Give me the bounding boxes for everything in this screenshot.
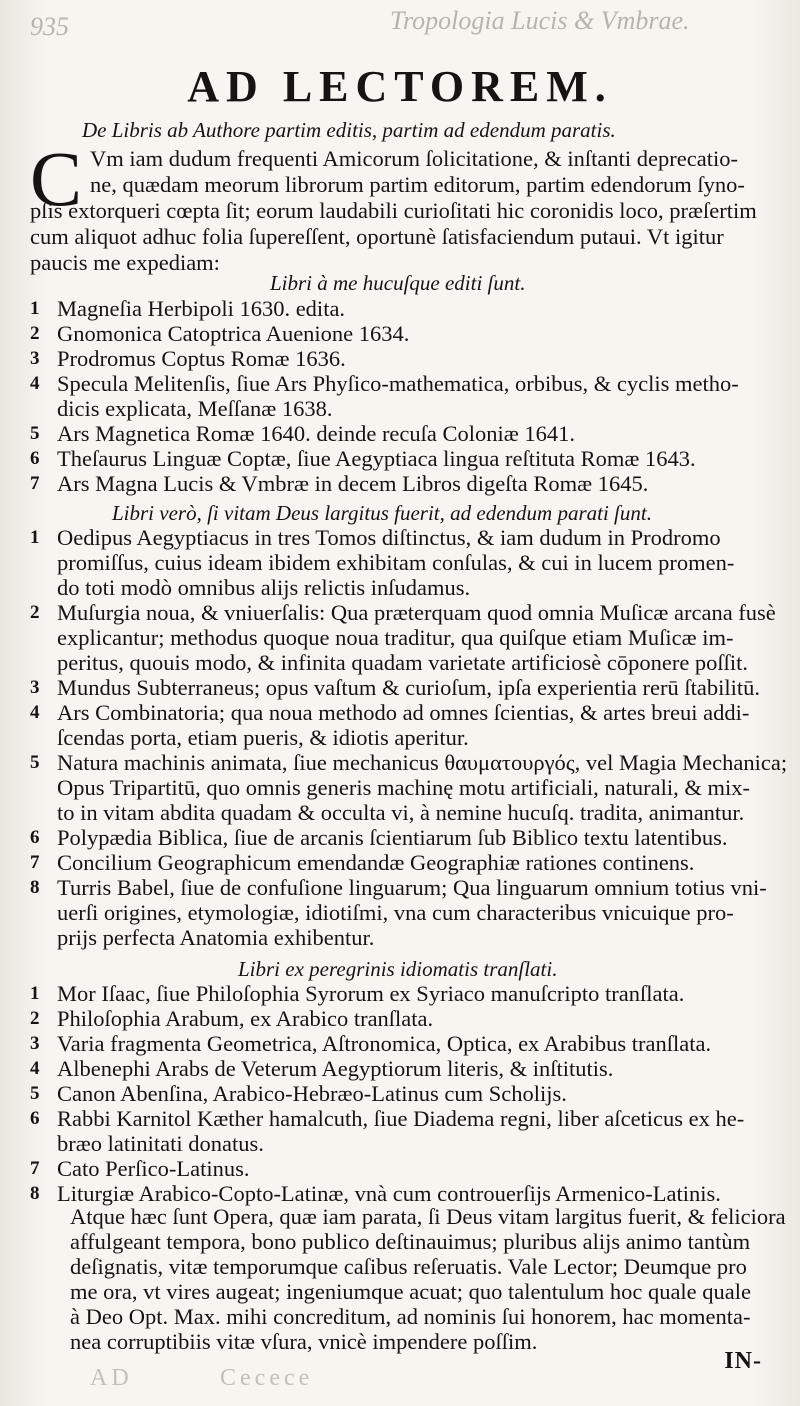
item-number: 1 — [30, 527, 40, 548]
item-number: 6 — [30, 448, 40, 469]
item-line: prijs perfecta Anatomia exhibentur. — [57, 925, 375, 950]
item-text — [57, 371, 739, 421]
bleed-through-left: AD — [90, 1365, 133, 1391]
intro-paragraph — [30, 135, 770, 276]
item-text — [57, 1031, 711, 1056]
book-list-item — [30, 675, 785, 700]
book-list-item — [30, 1031, 785, 1056]
item-text — [57, 1056, 613, 1081]
item-line: promiſſus, cuius ideam ibidem exhibitam conſulas, & cui in lucem promen- — [57, 550, 735, 575]
item-text — [57, 471, 648, 496]
book-list-item — [30, 750, 788, 825]
item-line: Theſaurus Linguæ Coptæ, ſiue Aegyptiaca lingua reſtituta Romæ 1643. — [57, 446, 696, 471]
item-line: Oedipus Aegyptiacus in tres Tomos diſtinctus, & iam dudum in Prodromo — [57, 525, 721, 550]
item-text — [57, 346, 346, 371]
intro-line: cum aliquot adhuc folia ſupereſſent, oportunè ſatisfaciendum putaui. Vt igitur — [30, 224, 724, 249]
page-subtitle: De Libris ab Authore partim editis, partim ad edendum paratis. — [82, 118, 616, 142]
item-text — [57, 296, 345, 321]
section-heading-edited: Libri à me hucuſque editi ſunt. — [270, 271, 526, 295]
book-list-item — [30, 421, 785, 446]
catchword: IN- — [724, 1348, 762, 1374]
item-text — [57, 981, 684, 1006]
page-number: 935 — [30, 12, 69, 41]
item-text — [57, 421, 575, 446]
section-heading-translated: Libri ex peregrinis idiomatis tranſlati. — [238, 957, 558, 981]
intro-line: paucis me expediam: — [30, 250, 220, 275]
item-line: Opus Tripartitū, quo omnis generis machinę motu artificiali, naturali, & mix- — [57, 775, 751, 800]
item-line: Natura machinis animata, ſiue mechanicus θαυματουργός, vel Magia Mechanica; — [57, 750, 788, 775]
item-line: Specula Melitenſis, ſiue Ars Phyſico-mathematica, orbibus, & cyclis metho- — [57, 371, 739, 396]
item-line: Mor Iſaac, ſiue Philoſophia Syrorum ex Syriaco manuſcripto tranſlata. — [57, 981, 685, 1006]
book-list-item — [30, 1181, 785, 1206]
closing-line: Atque hæc ſunt Opera, quæ iam parata, ſi Deus vitam largitus fuerit, & feliciora — [70, 1204, 786, 1229]
item-line: Albenephi Arabs de Veterum Aegyptiorum literis, & inſtitutis. — [57, 1056, 614, 1081]
running-title: Tropologia Lucis & Vmbrae. — [390, 6, 690, 35]
item-line: Rabbi Karnitol Kæther hamalcuth, ſiue Diadema regni, liber aſceticus ex he- — [57, 1106, 745, 1131]
book-list-item — [30, 1081, 785, 1106]
item-number: 7 — [30, 852, 40, 873]
item-number: 3 — [30, 348, 40, 369]
item-number: 8 — [30, 1183, 40, 1204]
book-list-item — [30, 825, 785, 850]
item-line: Ars Magnetica Romæ 1640. deinde recuſa Coloniæ 1641. — [57, 421, 576, 446]
item-number: 2 — [30, 602, 40, 623]
item-number: 5 — [30, 1083, 40, 1104]
item-number: 1 — [30, 983, 40, 1004]
item-line: Magneſia Herbipoli 1630. edita. — [57, 296, 346, 321]
item-number: 1 — [30, 298, 40, 319]
closing-line: me ora, vt vires augeat; ingeniumque acuat; quo talentulum hoc quale quale — [70, 1279, 752, 1304]
item-number: 6 — [30, 827, 40, 848]
item-line: ſcendas porta, etiam pueris, & idiotis aperitur. — [57, 725, 469, 750]
item-line: Gnomonica Catoptrica Auenione 1634. — [57, 321, 410, 346]
item-text — [57, 1106, 744, 1156]
item-line: Canon Abenſina, Arabico-Hebræo-Latinus cum Scholijs. — [57, 1081, 567, 1106]
item-text — [57, 700, 749, 750]
book-list-item — [30, 1106, 785, 1156]
book-list-item — [30, 371, 785, 421]
book-list-item — [30, 471, 785, 496]
book-list-item — [30, 1056, 785, 1081]
item-line: to in vitam abdita quadam & occulta vi, à nemine hucuſq. tradita, animantur. — [57, 800, 745, 825]
item-number: 7 — [30, 1158, 40, 1179]
bleed-through-right: Cecece — [220, 1365, 314, 1391]
intro-line: pſis extorqueri cœpta ſit; eorum laudabili curioſitati hic coronidis loco, præſertim — [30, 198, 757, 223]
intro-line: Vm iam dudum frequenti Amicorum ſolicitatione, & inſtanti deprecatio- — [90, 146, 738, 171]
item-line: uerſi origines, etymologiæ, idiotiſmi, vna cum characteribus vnicuique pro- — [57, 900, 734, 925]
item-text — [57, 600, 776, 675]
item-text — [57, 1081, 567, 1106]
book-list-item — [30, 296, 785, 321]
item-line: Muſurgia noua, & vniuerſalis: Qua præterquam quod omnia Muſicæ arcana fusè — [57, 600, 776, 625]
closing-line: nea corruptibiis vitæ vſura, vnicè impendere poſſim. — [70, 1329, 538, 1354]
edited-books-list — [30, 296, 785, 496]
item-line: bræo latinitati donatus. — [57, 1131, 264, 1156]
item-number: 5 — [30, 752, 40, 773]
item-number: 2 — [30, 323, 40, 344]
drop-cap: C — [30, 135, 83, 222]
book-list-item — [30, 346, 785, 371]
item-text — [57, 321, 409, 346]
item-line: Ars Combinatoria; qua noua methodo ad omnes ſcientias, & artes breui addi- — [57, 700, 750, 725]
item-number: 3 — [30, 1033, 40, 1054]
item-text — [57, 1181, 721, 1206]
item-text — [57, 825, 728, 850]
book-list-item — [30, 981, 785, 1006]
item-line: Concilium Geographicum emendandæ Geographiæ rationes continens. — [57, 850, 695, 875]
book-list-item — [30, 700, 785, 750]
bleed-through-text — [90, 1365, 314, 1392]
item-number: 4 — [30, 702, 40, 723]
item-line: Mundus Subterraneus; opus vaſtum & curioſum, ipſa experientia rerū ſtabilitū. — [57, 675, 760, 700]
item-line: peritus, quouis modo, & infinita quadam varietate artificiosè cōponere poſſit. — [57, 650, 749, 675]
item-line: do toti modò omnibus alijs relictis inſudamus. — [57, 575, 471, 600]
item-number: 3 — [30, 677, 40, 698]
section-heading-ready: Libri verò, ſi vitam Deus largitus fuerit, ad edendum parati ſunt. — [112, 501, 652, 525]
closing-line: à Deo Opt. Max. mihi concreditum, ad nominis ſui honorem, hac momenta- — [70, 1304, 751, 1329]
item-text — [57, 525, 734, 600]
running-head-bleed — [30, 4, 790, 44]
item-text — [57, 850, 694, 875]
book-list-item — [30, 446, 785, 471]
book-list-item — [30, 875, 785, 950]
item-line: Turris Babel, ſiue de confuſione linguarum; Qua linguarum omnium totius vni- — [57, 875, 767, 900]
book-list-item — [30, 1156, 785, 1181]
item-line: Varia fragmenta Geometrica, Aſtronomica, Optica, ex Arabibus tranſlata. — [57, 1031, 712, 1056]
item-text — [57, 1156, 249, 1181]
item-number: 6 — [30, 1108, 40, 1129]
item-line: Polypædia Biblica, ſiue de arcanis ſcientiarum ſub Biblico textu latentibus. — [57, 825, 728, 850]
ready-books-list — [30, 525, 788, 950]
item-text — [57, 446, 696, 471]
book-list-item — [30, 600, 785, 675]
item-number: 2 — [30, 1008, 40, 1029]
item-text — [57, 675, 760, 700]
item-text — [57, 750, 787, 825]
item-line: Ars Magna Lucis & Vmbræ in decem Libros digeſta Romæ 1645. — [57, 471, 649, 496]
item-number: 8 — [30, 877, 40, 898]
book-list-item — [30, 1006, 785, 1031]
book-list-item — [30, 321, 785, 346]
closing-line: deſignatis, vitæ temporumque caſibus reſeruatis. Vale Lector; Deumque pro — [70, 1254, 747, 1279]
item-line: Prodromus Coptus Romæ 1636. — [57, 346, 346, 371]
item-number: 4 — [30, 1058, 40, 1079]
book-list-item — [30, 850, 785, 875]
item-text — [57, 1006, 433, 1031]
item-number: 4 — [30, 373, 40, 394]
item-number: 7 — [30, 473, 40, 494]
intro-line: ne, quædam meorum librorum partim editorum, partim edendorum ſyno- — [90, 172, 745, 197]
item-line: explicantur; methodus quoque noua traditur, qua quiſque etiam Muſicæ im- — [57, 625, 734, 650]
item-line: Liturgiæ Arabico-Copto-Latinæ, vnà cum controuerſijs Armenico-Latinis. — [57, 1181, 721, 1206]
closing-paragraph — [70, 1204, 785, 1354]
translated-books-list — [30, 981, 785, 1206]
page-title: AD LECTOREM. — [187, 62, 613, 111]
item-line: dicis explicata, Meſſanæ 1638. — [57, 396, 333, 421]
item-number: 5 — [30, 423, 40, 444]
item-line: Cato Perſico-Latinus. — [57, 1156, 250, 1181]
book-list-item — [30, 525, 785, 600]
closing-line: affulgeant tempora, bono publico deſtinauimus; pluribus alijs animo tantùm — [70, 1229, 751, 1254]
item-text — [57, 875, 767, 950]
item-line: Philoſophia Arabum, ex Arabico tranſlata. — [57, 1006, 434, 1031]
